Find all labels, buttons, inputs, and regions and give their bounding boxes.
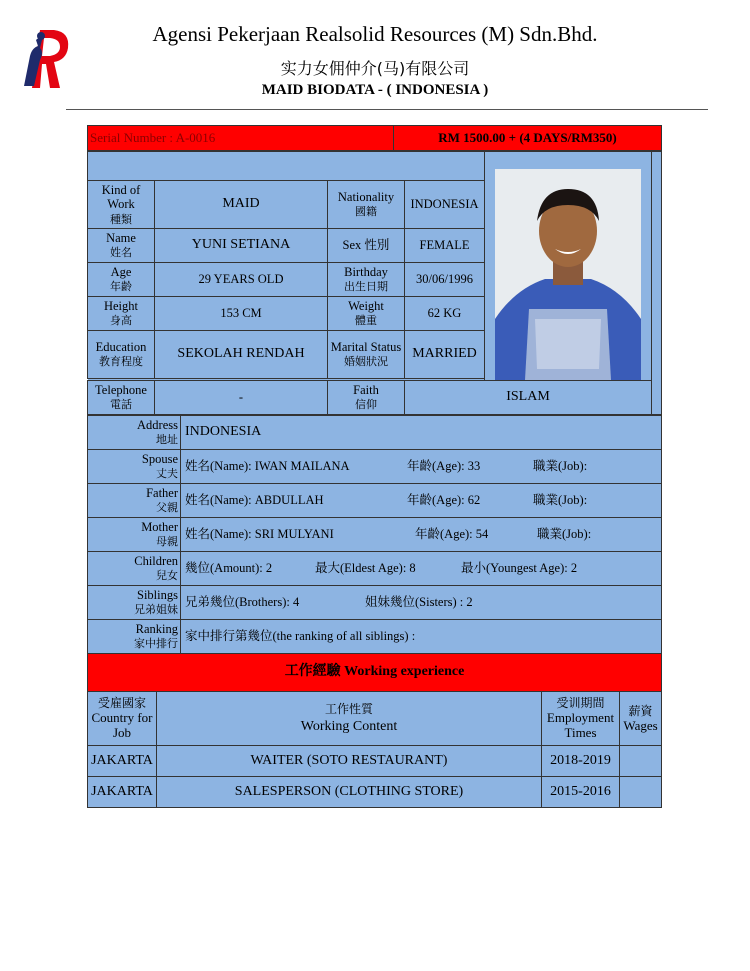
children-youngest: 最小(Youngest Age): 2 — [461, 561, 578, 576]
father-job: 職業(Job): — [533, 493, 588, 508]
experience-table — [87, 653, 662, 808]
mother-value — [181, 518, 662, 552]
spouse-value — [181, 450, 662, 484]
serial-bar — [87, 125, 662, 151]
telephone-label: Telephone 電話 — [88, 381, 155, 415]
children-label: Children 兒女 — [88, 552, 181, 586]
name-label: Name 姓名 — [88, 229, 155, 263]
children-eldest: 最大(Eldest Age): 8 — [315, 561, 416, 576]
age-value: 29 YEARS OLD — [155, 263, 328, 297]
kind-of-work-label: Kind of Work 種類 — [88, 181, 155, 229]
header-country: 受雇國家 Country for Job — [88, 692, 157, 746]
birthday-label: Birthday 出生日期 — [328, 263, 405, 297]
profile-blank-row — [88, 152, 485, 181]
table-row — [88, 746, 662, 777]
nationality-label: Nationality 國籍 — [328, 181, 405, 229]
name-value: YUNI SETIANA — [155, 229, 328, 263]
header-divider — [66, 109, 708, 110]
address-label: Address 地址 — [88, 416, 181, 450]
nationality-value: INDONESIA — [405, 181, 485, 229]
company-name-chinese: 实力女佣仲介(马)有限公司 — [280, 59, 470, 78]
father-label: Father 父親 — [88, 484, 181, 518]
ranking-label: Ranking 家中排行 — [88, 620, 181, 654]
birthday-value: 30/06/1996 — [405, 263, 485, 297]
marital-label: Marital Status 婚姻狀況 — [328, 331, 405, 379]
address-value: INDONESIA — [181, 416, 662, 450]
kind-of-work-value: MAID — [155, 181, 328, 229]
age-label: Age 年齡 — [88, 263, 155, 297]
fee-text: RM 1500.00 + (4 DAYS/RM350) — [394, 126, 662, 151]
ranking-value: 家中排行第幾位(the ranking of all siblings) : — [181, 620, 662, 654]
header-content: 工作性質 Working Content — [157, 692, 542, 746]
telephone-value: - — [155, 381, 328, 415]
weight-value: 62 KG — [405, 297, 485, 331]
row-content: WAITER (SOTO RESTAURANT) — [157, 746, 542, 777]
row-content: SALESPERSON (CLOTHING STORE) — [157, 777, 542, 808]
education-label: Education 教育程度 — [88, 331, 155, 379]
row-wages — [620, 746, 662, 777]
father-age: 年齡(Age): 62 — [407, 493, 481, 508]
document-title: MAID BIODATA - ( INDONESIA ) — [261, 82, 489, 98]
father-value — [181, 484, 662, 518]
experience-title: 工作經驗 Working experience — [88, 654, 662, 692]
sex-label: Sex 性別 — [328, 229, 405, 263]
header-period: 受训期間 Employment Times — [542, 692, 620, 746]
height-value: 153 CM — [155, 297, 328, 331]
siblings-value — [181, 586, 662, 620]
mother-label: Mother 母親 — [88, 518, 181, 552]
row-country: JAKARTA — [88, 777, 157, 808]
row-period: 2018-2019 — [542, 746, 620, 777]
siblings-brothers: 兄弟幾位(Brothers): 4 — [185, 595, 300, 610]
siblings-label: Siblings 兄弟姐妹 — [88, 586, 181, 620]
mother-age: 年齡(Age): 54 — [415, 527, 489, 542]
spouse-age: 年齡(Age): 33 — [407, 459, 481, 474]
children-value — [181, 552, 662, 586]
children-amount: 幾位(Amount): 2 — [185, 561, 273, 576]
sex-value: FEMALE — [405, 229, 485, 263]
row-period: 2015-2016 — [542, 777, 620, 808]
mother-job: 職業(Job): — [537, 527, 592, 542]
spouse-name: 姓名(Name): IWAN MAILANA — [185, 459, 350, 474]
table-row — [88, 777, 662, 808]
father-name: 姓名(Name): ABDULLAH — [185, 493, 324, 508]
weight-label: Weight 體重 — [328, 297, 405, 331]
photo-cell — [485, 152, 652, 381]
family-table — [87, 415, 662, 654]
company-name: Agensi Pekerjaan Realsolid Resources (M) Sdn.Bhd. — [152, 22, 598, 46]
education-value: SEKOLAH RENDAH — [155, 331, 328, 379]
serial-number: Serial Number : A-0016 — [88, 126, 394, 151]
marital-value: MARRIED — [405, 331, 485, 379]
height-label: Height 身高 — [88, 297, 155, 331]
row-country: JAKARTA — [88, 746, 157, 777]
header-wages: 薪資 Wages — [620, 692, 662, 746]
mother-name: 姓名(Name): SRI MULYANI — [185, 527, 334, 542]
profile-table — [87, 151, 662, 415]
spouse-job: 職業(Job): — [533, 459, 588, 474]
faith-label: Faith 信仰 — [328, 381, 405, 415]
applicant-photo — [495, 169, 641, 380]
spouse-label: Spouse 丈夫 — [88, 450, 181, 484]
row-wages — [620, 777, 662, 808]
profile-side-strip — [652, 152, 662, 415]
siblings-sisters: 姐妹幾位(Sisters) : 2 — [365, 595, 473, 610]
faith-value: ISLAM — [405, 381, 652, 415]
